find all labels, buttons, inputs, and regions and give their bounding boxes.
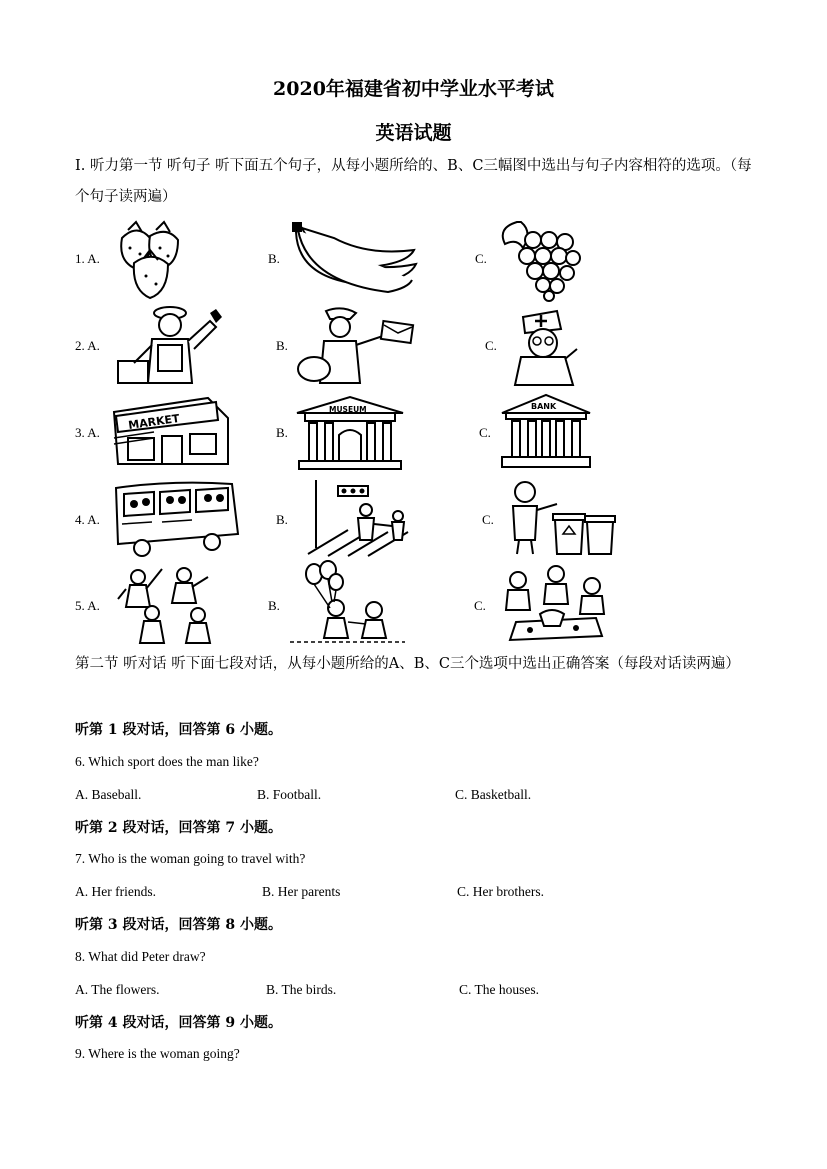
strawberries-icon[interactable] (112, 218, 192, 300)
q5-label-c: C. (474, 598, 486, 613)
q3-label-a: 3. A. (75, 425, 100, 440)
question-9: 9. Where is the woman going? (75, 1046, 240, 1061)
q4-label-b: B. (276, 512, 288, 527)
dialog3-header: 听第 3 段对话，回答第 8 小题。 (75, 917, 282, 933)
dialog1-header: 听第 1 段对话，回答第 6 小题。 (75, 722, 282, 738)
q1-label-b: B. (268, 251, 280, 266)
q4-label-c: C. (482, 512, 494, 527)
q2-label-a: 2. A. (75, 338, 100, 353)
q1-label-c: C. (475, 251, 487, 266)
q5-label-a: 5. A. (75, 598, 100, 613)
dialog2-header: 听第 2 段对话，回答第 7 小题。 (75, 820, 282, 836)
question-6: 6. Which sport does the man like? (75, 754, 259, 769)
dialog4-header: 听第 4 段对话，回答第 9 小题。 (75, 1015, 282, 1031)
q2-label-c: C. (485, 338, 497, 353)
postman-icon[interactable] (290, 305, 420, 385)
kids-balloons-icon[interactable] (290, 562, 405, 644)
part2-instruction: 第二节 听对话 听下面七段对话，从每小题所给的A、B、C三个选项中选出正确答案（每段对话读两遍） (75, 656, 740, 672)
grapes-icon[interactable] (497, 218, 582, 300)
museum-building-icon[interactable] (295, 395, 405, 470)
page-title: 2020年福建省初中学业水平考试 (273, 78, 554, 100)
dancers-icon[interactable] (118, 563, 218, 645)
q8-option-a[interactable]: A. The flowers. (75, 982, 160, 997)
farmer-icon[interactable] (112, 305, 232, 385)
page-subtitle: 英语试题 (375, 122, 452, 144)
museum-sign: MUSEUM (329, 405, 367, 414)
q5-label-b: B. (268, 598, 280, 613)
part1-instruction: Ⅰ. 听力第一节 听句子 听下面五个句子，从每小题所给的、B、C三幅图中选出与句子内容相符的选项。（每个句子读两遍） (75, 158, 752, 205)
bank-sign: BANK (531, 402, 557, 411)
q7-option-b[interactable]: B. Her parents (262, 884, 341, 899)
market-building-icon[interactable] (108, 392, 233, 470)
q6-option-a[interactable]: A. Baseball. (75, 787, 142, 802)
q7-option-c[interactable]: C. Her brothers. (457, 884, 544, 899)
bananas-icon[interactable] (288, 222, 423, 297)
q7-option-a[interactable]: A. Her friends. (75, 884, 156, 899)
q3-label-c: C. (479, 425, 491, 440)
picnic-icon[interactable] (496, 562, 611, 644)
q6-option-c[interactable]: C. Basketball. (455, 787, 532, 802)
doctor-icon[interactable] (505, 307, 585, 387)
q4-label-a: 4. A. (75, 512, 100, 527)
q6-option-b[interactable]: B. Football. (257, 787, 322, 802)
bank-building-icon[interactable] (500, 393, 592, 470)
q2-label-b: B. (276, 338, 288, 353)
q3-label-b: B. (276, 425, 288, 440)
crosswalk-helping-icon[interactable] (308, 478, 420, 558)
recycling-bins-icon[interactable] (505, 478, 615, 558)
bus-passengers-icon[interactable] (112, 478, 242, 558)
q1-label-a: 1. A. (75, 251, 100, 266)
question-8: 8. What did Peter draw? (75, 949, 206, 964)
market-sign: MARKET (127, 411, 181, 432)
q8-option-b[interactable]: B. The birds. (266, 982, 337, 997)
question-7: 7. Who is the woman going to travel with? (75, 851, 306, 866)
q8-option-c[interactable]: C. The houses. (459, 982, 539, 997)
